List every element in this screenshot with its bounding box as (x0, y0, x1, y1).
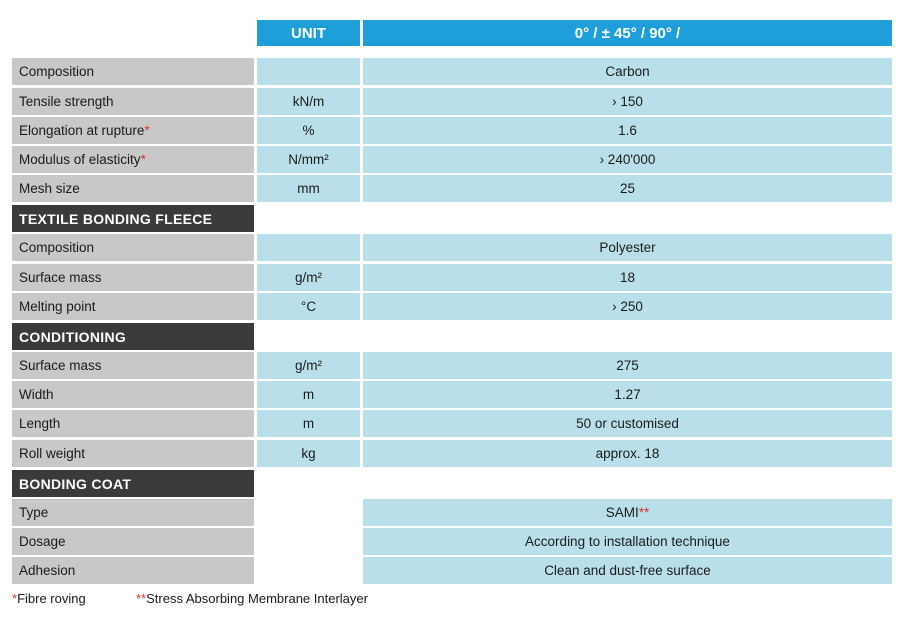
row-label: Width (12, 381, 254, 408)
row-unit: kN/m (257, 88, 360, 115)
table-row (0, 88, 916, 115)
row-label: Modulus of elasticity * (12, 146, 254, 173)
row-label: Composition (12, 234, 254, 261)
row-value: According to installation technique (363, 528, 892, 555)
footnote-marker: * (140, 152, 146, 167)
row-unit: mm (257, 175, 360, 202)
row-value: approx. 18 (363, 440, 892, 467)
row-unit: % (257, 117, 360, 144)
section-title: CONDITIONING (12, 323, 254, 350)
table-row (0, 234, 916, 261)
row-label: Composition (12, 58, 254, 85)
row-value: SAMI ** (363, 499, 892, 526)
table-header (0, 20, 916, 46)
table-row (0, 293, 916, 320)
footnote-sami (136, 591, 368, 606)
row-label: Dosage (12, 528, 254, 555)
row-unit: g/m² (257, 264, 360, 291)
table-row (0, 528, 916, 555)
row-value: 275 (363, 352, 892, 379)
unit-column-header: UNIT (257, 20, 360, 46)
table-row (0, 410, 916, 437)
row-unit: N/mm² (257, 146, 360, 173)
row-value: 50 or customised (363, 410, 892, 437)
section-title: BONDING COAT (12, 470, 254, 497)
row-value: › 150 (363, 88, 892, 115)
table-row (0, 117, 916, 144)
row-unit: m (257, 381, 360, 408)
row-label: Elongation at rupture * (12, 117, 254, 144)
value-column-header: 0° / ± 45° / 90° / (363, 20, 892, 46)
row-unit: kg (257, 440, 360, 467)
table-row (0, 440, 916, 467)
row-label: Surface mass (12, 264, 254, 291)
row-label: Roll weight (12, 440, 254, 467)
footnote-text: Stress Absorbing Membrane Interlayer (146, 591, 368, 606)
table-row (0, 146, 916, 173)
row-label: Mesh size (12, 175, 254, 202)
section-header (0, 323, 916, 350)
row-label: Melting point (12, 293, 254, 320)
section-title: TEXTILE BONDING FLEECE (12, 205, 254, 232)
row-label: Tensile strength (12, 88, 254, 115)
row-value: Polyester (363, 234, 892, 261)
row-value: › 240'000 (363, 146, 892, 173)
row-label: Length (12, 410, 254, 437)
table-row (0, 175, 916, 202)
row-value: 18 (363, 264, 892, 291)
footnote-text: Fibre roving (17, 591, 86, 606)
row-label: Surface mass (12, 352, 254, 379)
row-unit (257, 234, 360, 261)
row-value: 1.6 (363, 117, 892, 144)
row-value: Carbon (363, 58, 892, 85)
footnote-marker: * (12, 591, 18, 606)
footnote-marker: * (144, 123, 150, 138)
table-row (0, 352, 916, 379)
row-label: Adhesion (12, 557, 254, 584)
table-row (0, 264, 916, 291)
table-row (0, 58, 916, 85)
row-value: › 250 (363, 293, 892, 320)
row-unit: g/m² (257, 352, 360, 379)
row-value: Clean and dust-free surface (363, 557, 892, 584)
section-header (0, 470, 916, 497)
table-row (0, 557, 916, 584)
row-unit: °C (257, 293, 360, 320)
table-row (0, 381, 916, 408)
row-unit: m (257, 410, 360, 437)
footnote-marker: ** (638, 505, 650, 520)
table-row (0, 499, 916, 526)
section-header (0, 205, 916, 232)
footnote-marker: ** (136, 591, 147, 606)
row-unit (257, 58, 360, 85)
row-value: 1.27 (363, 381, 892, 408)
row-value: 25 (363, 175, 892, 202)
row-label: Type (12, 499, 254, 526)
footnote-fibre-roving (12, 591, 86, 606)
